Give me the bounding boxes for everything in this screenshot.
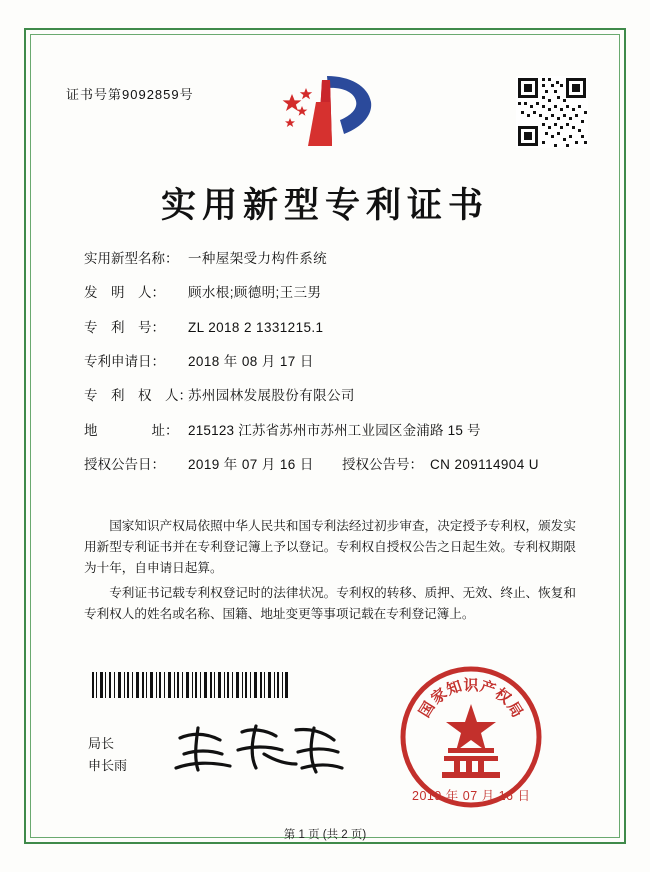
field-label-grant-date: 授权公告日：	[84, 457, 165, 473]
field-label: 专 利 号：	[84, 319, 165, 335]
page-title: 实用新型专利证书	[160, 186, 489, 225]
certificate-number: 证书号第9092859号	[66, 87, 194, 102]
page-footer: 第 1 页 (共 2 页)	[283, 829, 367, 841]
cnipa-logo-icon	[272, 72, 378, 152]
border-corner-top-right	[604, 28, 626, 50]
handwritten-signature	[168, 718, 348, 778]
paragraph-grant-statement: 国家知识产权局依照中华人民共和国专利法经过初步审查，决定授予专利权，颁发实用新型专利证书并在专利登记簿上予以登记。专利权自授权公告之日起生效。专利权期限为十年，自申请日起算。	[84, 519, 576, 575]
field-label: 地 址：	[84, 422, 179, 438]
svg-text:局: 局	[503, 699, 526, 721]
legal-text-block	[84, 516, 576, 629]
field-value-grant-date: 2019 年 07 月 16 日	[188, 457, 314, 473]
field-label: 专 利 权 人：	[84, 388, 192, 404]
field-value: ZL 2018 2 1331215.1	[188, 319, 324, 335]
field-value-announcement-number: CN 209114904 U	[430, 457, 539, 473]
field-label: 专利申请日：	[84, 354, 165, 370]
svg-text:国: 国	[416, 699, 439, 721]
field-value: 2018 年 08 月 17 日	[188, 354, 314, 370]
field-label: 实用新型名称：	[84, 251, 179, 266]
svg-text:产: 产	[477, 678, 498, 699]
signature-name-label: 申长雨	[88, 758, 128, 773]
barcode	[92, 672, 288, 698]
field-row-inventors	[84, 286, 584, 301]
signature-role-label: 局长	[88, 736, 115, 751]
field-row-grant-announcement	[84, 458, 584, 473]
svg-text:家: 家	[428, 685, 451, 708]
field-row-invention-name	[84, 252, 584, 267]
field-row-application-date	[84, 355, 584, 370]
svg-text:权: 权	[491, 685, 514, 708]
field-list	[84, 252, 584, 492]
field-value: 顾水根;顾德明;王三男	[188, 285, 322, 301]
paragraph-registry-statement: 专利证书记载专利权登记时的法律状况。专利权的转移、质押、无效、终止、恢复和专利权人的姓名或名称、国籍、地址变更等事项记载在专利登记簿上。	[84, 586, 576, 621]
field-label: 发 明 人：	[84, 285, 165, 301]
field-value: 苏州园林发展股份有限公司	[188, 388, 355, 404]
qr-code	[516, 76, 588, 148]
field-value: 一种屋架受力构件系统	[188, 251, 327, 266]
field-row-patent-number	[84, 321, 584, 336]
seal-date: 2019 年 07 月 16 日	[412, 789, 531, 803]
svg-text:识: 识	[463, 678, 479, 694]
signature-labels	[88, 733, 127, 777]
field-row-address	[84, 424, 584, 439]
field-value: 215123 江苏省苏州市苏州工业园区金浦路 15 号	[188, 422, 481, 438]
field-row-patentee	[84, 389, 584, 404]
border-corner-top-left	[24, 28, 46, 50]
field-label-announcement-number: 授权公告号：	[342, 457, 423, 473]
svg-text:知: 知	[444, 678, 465, 699]
